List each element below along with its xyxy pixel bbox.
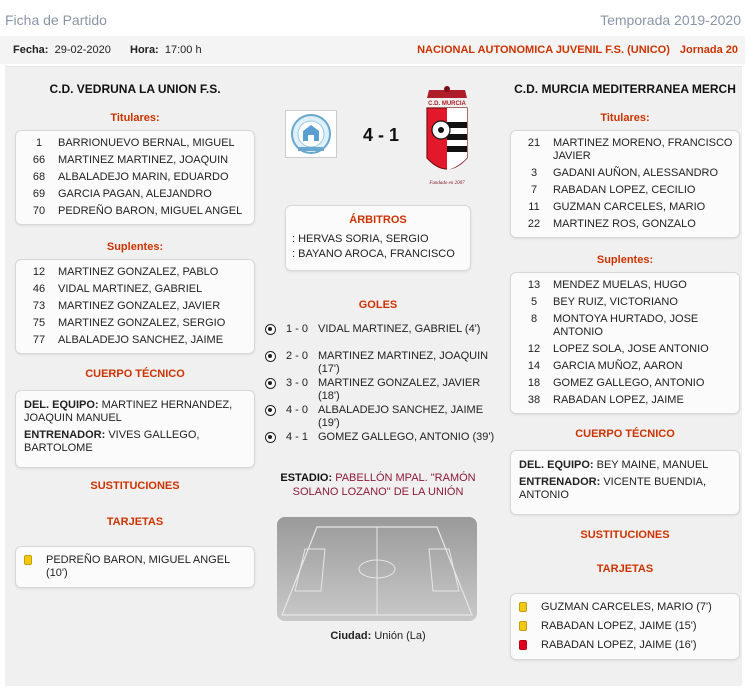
player-row[interactable] xyxy=(515,311,735,341)
home-cards-box xyxy=(15,546,255,588)
match-sheet xyxy=(5,66,742,686)
player-row[interactable] xyxy=(20,135,250,152)
player-row[interactable] xyxy=(515,199,735,216)
goal-scorer[interactable]: MARTINEZ MARTINEZ, JOAQUIN (17') xyxy=(318,350,489,375)
soccer-ball-icon xyxy=(265,432,276,443)
player-name[interactable]: GUZMAN CARCELES, MARIO xyxy=(553,201,706,213)
card-player[interactable]: GUZMAN CARCELES, MARIO (7') xyxy=(541,601,712,613)
player-number: 14 xyxy=(527,360,541,372)
goals-list xyxy=(265,323,500,458)
player-number: 13 xyxy=(527,279,541,291)
player-name[interactable]: LOPEZ SOLA, JOSE ANTONIO xyxy=(553,343,709,355)
away-staff-box xyxy=(510,450,740,515)
card-player[interactable]: RABADAN LOPEZ, JAIME (16') xyxy=(541,639,697,651)
home-cards-title: TARJETAS xyxy=(106,516,164,528)
home-starters-list xyxy=(16,131,254,224)
player-name[interactable]: MENDEZ MUELAS, HUGO xyxy=(553,279,687,291)
away-cards-box xyxy=(510,593,740,660)
goal-score: 3 - 0 xyxy=(286,377,309,389)
home-staff-title: CUERPO TÉCNICO xyxy=(85,368,185,380)
competition-name[interactable]: NACIONAL AUTONOMICA JUVENIL F.S. (UNICO) xyxy=(417,44,670,56)
player-name[interactable]: MARTINEZ GONZALEZ, JAVIER xyxy=(58,300,221,312)
player-row[interactable] xyxy=(515,216,735,233)
player-row[interactable] xyxy=(515,277,735,294)
home-starters-title: Titulares: xyxy=(110,112,160,124)
match-time: Hora: 17:00 h xyxy=(130,44,202,56)
city-label: Ciudad: xyxy=(330,630,372,642)
player-number: 69 xyxy=(32,188,46,200)
away-team-logo[interactable] xyxy=(421,84,473,186)
player-row[interactable] xyxy=(20,298,250,315)
away-team-column xyxy=(510,67,740,660)
away-cards-title: TARJETAS xyxy=(596,563,654,575)
player-row[interactable] xyxy=(515,392,735,409)
stadium-name[interactable]: PABELLÓN MPAL. "RAMÓN SOLANO LOZANO" DE LA UNIÓN xyxy=(292,472,476,498)
player-number: 70 xyxy=(32,205,46,217)
player-name[interactable]: ALBALADEJO SANCHEZ, JAIME xyxy=(58,334,224,346)
player-name[interactable]: ALBALADEJO MARIN, EDUARDO xyxy=(58,171,229,183)
player-row[interactable] xyxy=(20,281,250,298)
player-name[interactable]: BARRIONUEVO BERNAL, MIGUEL xyxy=(58,137,235,149)
competition-info xyxy=(417,44,738,56)
player-row[interactable] xyxy=(20,203,250,220)
away-subs-title: Suplentes: xyxy=(596,254,654,266)
player-name[interactable]: RABADAN LOPEZ, CECILIO xyxy=(553,184,696,196)
player-row[interactable] xyxy=(20,186,250,203)
home-subs-box xyxy=(15,259,255,354)
player-number: 77 xyxy=(32,334,46,346)
away-starters-list xyxy=(511,131,739,237)
player-row[interactable] xyxy=(20,264,250,281)
away-starters-title: Titulares: xyxy=(600,112,650,124)
goal-scorer[interactable]: ALBALADEJO SANCHEZ, JAIME (19') xyxy=(318,404,484,429)
season-label: Temporada 2019-2020 xyxy=(600,12,741,28)
player-number: 5 xyxy=(530,296,538,308)
player-row[interactable] xyxy=(20,315,250,332)
goal-row xyxy=(265,377,500,403)
goal-row xyxy=(265,323,500,349)
player-number: 11 xyxy=(528,201,540,213)
soccer-ball-icon xyxy=(265,351,276,362)
player-number: 73 xyxy=(32,300,46,312)
player-number: 1 xyxy=(35,137,43,149)
goal-score: 4 - 0 xyxy=(286,404,309,416)
player-row[interactable] xyxy=(515,375,735,392)
away-logo-bottom-text: Fundado en 2007 xyxy=(429,181,465,186)
player-name[interactable]: MARTINEZ ROS, GONZALO xyxy=(553,218,696,230)
player-number: 68 xyxy=(32,171,46,183)
card-row xyxy=(511,598,739,617)
goal-score: 4 - 1 xyxy=(286,431,309,443)
card-player[interactable]: RABADAN LOPEZ, JAIME (15') xyxy=(541,620,697,632)
player-row[interactable] xyxy=(515,165,735,182)
away-coach: ENTRENADOR: VICENTE BUENDIA, ANTONIO xyxy=(519,476,707,501)
referees-title: ÁRBITROS xyxy=(349,214,407,226)
match-date: Fecha: 29-02-2020 xyxy=(13,44,111,56)
home-team-column xyxy=(15,67,255,588)
player-number: 12 xyxy=(32,266,46,278)
player-name[interactable]: RABADAN LOPEZ, JAIME xyxy=(553,394,684,406)
player-name[interactable]: MARTINEZ GONZALEZ, SERGIO xyxy=(58,317,226,329)
card-row xyxy=(511,617,739,636)
home-team-name[interactable]: C.D. VEDRUNA LA UNION F.S. xyxy=(49,82,221,96)
home-subs-title: Suplentes: xyxy=(106,241,164,253)
page-header xyxy=(0,0,745,36)
stadium-info xyxy=(273,471,483,499)
referee-row: : BAYANO AROCA, FRANCISCO xyxy=(292,248,455,260)
yellow-card-icon xyxy=(519,621,527,631)
yellow-card-icon xyxy=(519,602,527,612)
soccer-ball-icon xyxy=(265,324,276,335)
pitch-image xyxy=(277,517,477,621)
card-row xyxy=(511,636,739,655)
player-row[interactable] xyxy=(515,135,735,165)
goal-row xyxy=(265,350,500,376)
stadium-label: ESTADIO: xyxy=(280,472,333,484)
player-row[interactable] xyxy=(20,169,250,186)
city-name: Unión (La) xyxy=(374,630,426,642)
home-staff-box xyxy=(15,390,255,468)
player-name[interactable]: MARTINEZ GONZALEZ, PABLO xyxy=(58,266,219,278)
goal-row xyxy=(265,431,500,457)
referees-box xyxy=(285,205,471,271)
away-staff-title: CUERPO TÉCNICO xyxy=(575,428,675,440)
home-team-logo[interactable] xyxy=(285,110,337,158)
player-row[interactable] xyxy=(20,332,250,349)
player-number: 8 xyxy=(530,313,538,325)
player-number: 66 xyxy=(32,154,46,166)
home-starters-box xyxy=(15,130,255,225)
away-substitutions-title: SUSTITUCIONES xyxy=(580,529,670,541)
player-number: 18 xyxy=(527,377,541,389)
final-score: 4 - 1 xyxy=(362,125,400,145)
match-meta-bar xyxy=(0,36,745,64)
referee-row: : HERVAS SORIA, SERGIO xyxy=(292,233,429,245)
player-number: 38 xyxy=(527,394,541,406)
player-number: 46 xyxy=(32,283,46,295)
goals-title: GOLES xyxy=(358,299,398,311)
player-number: 75 xyxy=(32,317,46,329)
player-number: 3 xyxy=(530,167,538,179)
player-name[interactable]: VIDAL MARTINEZ, GABRIEL xyxy=(58,283,203,295)
player-number: 22 xyxy=(527,218,541,230)
round-label: Jornada 20 xyxy=(679,44,738,56)
match-center-column xyxy=(263,67,493,687)
player-name[interactable]: GOMEZ GALLEGO, ANTONIO xyxy=(553,377,705,389)
goal-scorer[interactable]: VIDAL MARTINEZ, GABRIEL (4') xyxy=(318,323,481,335)
player-number: 12 xyxy=(527,343,541,355)
soccer-ball-icon xyxy=(265,405,276,416)
home-delegate: DEL. EQUIPO: MARTINEZ HERNANDEZ, JOAQUIN MANUEL xyxy=(24,399,233,424)
card-row xyxy=(16,551,254,583)
player-name[interactable]: MARTINEZ MORENO, FRANCISCO JAVIER xyxy=(553,137,733,162)
player-row[interactable] xyxy=(20,152,250,169)
red-card-icon xyxy=(519,640,527,650)
away-subs-box xyxy=(510,272,740,414)
player-name[interactable]: PEDREÑO BARON, MIGUEL ANGEL xyxy=(58,205,243,217)
goal-score: 1 - 0 xyxy=(286,323,309,335)
away-subs-list xyxy=(511,273,739,413)
player-name[interactable]: GARCIA PAGAN, ALEJANDRO xyxy=(58,188,212,200)
home-subs-list xyxy=(16,260,254,353)
goal-scorer[interactable]: GOMEZ GALLEGO, ANTONIO (39') xyxy=(318,431,495,443)
home-coach: ENTRENADOR: VIVES GALLEGO, BARTOLOME xyxy=(24,429,200,454)
away-starters-box xyxy=(510,130,740,238)
city-info xyxy=(263,630,493,642)
soccer-ball-icon xyxy=(265,378,276,389)
card-player[interactable]: PEDREÑO BARON, MIGUEL ANGEL (10') xyxy=(46,554,230,579)
goal-scorer[interactable]: MARTINEZ GONZALEZ, JAVIER (18') xyxy=(318,377,481,402)
player-name[interactable]: GADANI AUÑON, ALESSANDRO xyxy=(553,167,719,179)
player-name[interactable]: BEY RUIZ, VICTORIANO xyxy=(553,296,678,308)
away-logo-top-text: C.D. MURCIA xyxy=(428,101,466,107)
away-team-name[interactable]: C.D. MURCIA MEDITERRANEA MERCH xyxy=(514,82,736,96)
player-row[interactable] xyxy=(515,341,735,358)
home-substitutions-title: SUSTITUCIONES xyxy=(90,480,180,492)
player-name[interactable]: MONTOYA HURTADO, JOSE ANTONIO xyxy=(553,313,699,338)
player-row[interactable] xyxy=(515,294,735,311)
player-name[interactable]: GARCIA MUÑOZ, AARON xyxy=(553,360,683,372)
player-row[interactable] xyxy=(515,358,735,375)
player-number: 21 xyxy=(527,137,541,149)
referees-list xyxy=(286,226,470,262)
player-name[interactable]: MARTINEZ MARTINEZ, JOAQUIN xyxy=(58,154,229,166)
page-title: Ficha de Partido xyxy=(5,12,107,28)
away-delegate: DEL. EQUIPO: BEY MAINE, MANUEL xyxy=(519,459,709,471)
player-row[interactable] xyxy=(515,182,735,199)
goal-score: 2 - 0 xyxy=(286,350,309,362)
goal-row xyxy=(265,404,500,430)
player-number: 7 xyxy=(530,184,538,196)
yellow-card-icon xyxy=(24,555,32,565)
